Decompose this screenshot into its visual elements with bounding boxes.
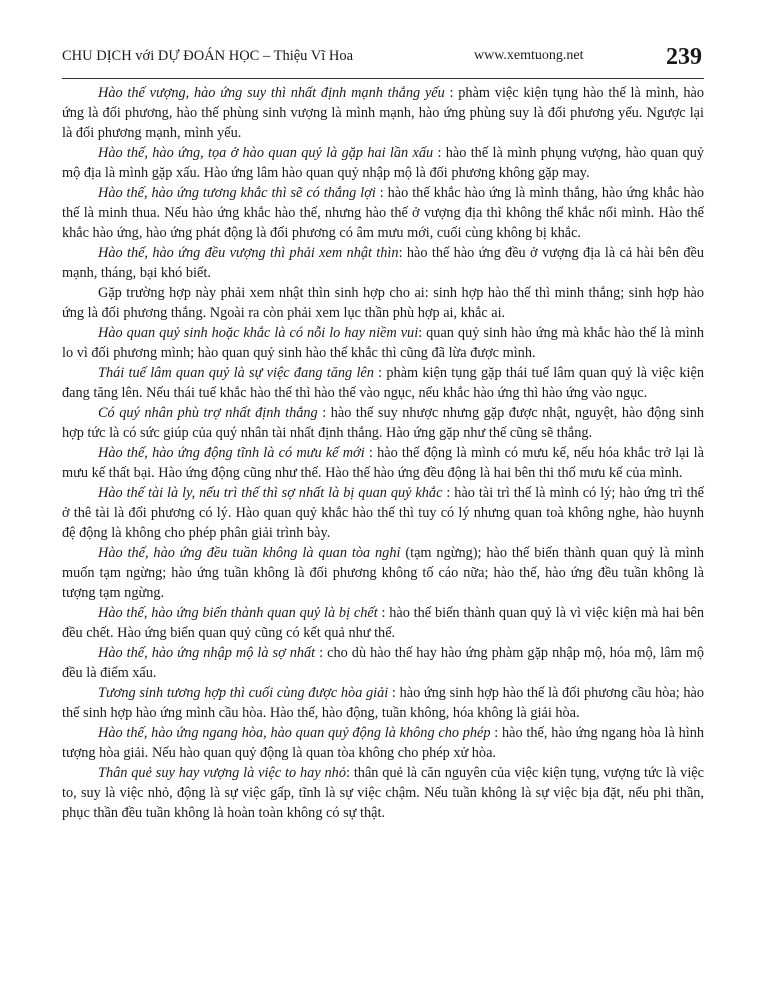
- paragraph-text: : hào tài trì thế là mình có lý; hào ứng trì thế ở thê tài là đối phương có lý. Hào quan quỷ khắc hào thế thì tuy có lý nhưng quan toà không nghe, hào huynh đệ động là không cho phép phân giải trình bày.: [62, 485, 704, 541]
- page-header: [62, 44, 704, 79]
- paragraph-title: Hào thế, hào ứng tương khắc thì sẽ có thắng lợi: [98, 185, 376, 201]
- paragraph-text: : phàm việc kiện tụng hào thế là mình, hào ứng là đối phương, hào thế phùng sinh vượng là mình mạnh, hào ứng phùng suy là đối phương yếu. Ngược lại là đối phương mạnh, mình yếu.: [62, 85, 705, 141]
- paragraph: [62, 763, 704, 823]
- page-number: 239: [666, 44, 702, 70]
- paragraph-text: : cho dù hào thế hay hào ứng phàm gặp nhập mộ, hóa mộ, lâm mộ đều là điểm xấu.: [62, 645, 704, 681]
- paragraph-title: Hào thế tài là ly, nếu trì thế thì sợ nhất là bị quan quỷ khắc: [98, 485, 443, 501]
- paragraph-title: Tương sinh tương hợp thì cuối cùng được hòa giải: [98, 685, 389, 701]
- paragraph: [62, 243, 704, 283]
- paragraph-title: Có quý nhân phù trợ nhất định thắng: [98, 405, 318, 421]
- paragraph: [62, 403, 704, 443]
- paragraph-text: : hào thế khắc hào ứng là mình thắng, hào ứng khắc hào thế là minh thua. Nếu hào ứng khắc hào thế, nhưng hào thế ở vượng địa thì không thể khắc nổi mình. Hào thế khắc hào ứng, hào ứng phát động là đối phương có âm mưu mới, cuối cùng không bị khắc.: [62, 185, 704, 241]
- paragraph-title: Hào thế, hào ứng, tọa ở hào quan quỷ là gặp hai lần xấu: [98, 145, 434, 161]
- paragraph: [62, 323, 704, 363]
- paragraph-text: : hào thế suy nhược nhưng gặp được nhật, nguyệt, hào động sinh hợp tức là có sức giúp của quý nhân tài nhất định thắng. Hào ứng gặp như thế cũng sẽ thắng.: [62, 405, 705, 441]
- paragraph: [62, 83, 704, 143]
- paragraph-title: Hào thế, hào ứng đều tuần không là quan tòa nghỉ: [98, 545, 401, 561]
- paragraph: [62, 543, 704, 603]
- paragraph: [62, 603, 704, 643]
- paragraph-title: Hào thế, hào ứng nhập mộ là sợ nhất: [98, 645, 316, 661]
- paragraph-text: : quan quỷ sinh hào ứng mà khắc hào thế là mình lo vì đối phương mình; hào quan quỷ sinh hào thế khắc thì cũng đã lừa được mình.: [62, 325, 705, 361]
- paragraph-title: Hào quan quỷ sinh hoặc khắc là có nỗi lo hay niềm vui: [98, 325, 419, 341]
- paragraph-title: Thân quẻ suy hay vượng là việc to hay nhỏ: [98, 765, 346, 781]
- paragraph-text: : hào thế là mình phụng vượng, hào quan quỷ mộ địa là mình gặp xấu. Hào ứng lâm hào quan quỷ nhập mộ là đối phương không gặp may.: [62, 145, 705, 181]
- paragraph: [62, 143, 704, 183]
- paragraph-text: : hào thế hào ứng đều ở vượng địa là cả hài bên đều mạnh, tháng, bại khó biết.: [62, 245, 705, 281]
- paragraph-text: : thân quẻ là căn nguyên của việc kiện tụng, vượng tức là việc to, suy là việc nhỏ, động là sự việc gấp, tĩnh là sự việc chậm. Nếu tuần không là sự việc bịa đặt, nếu phi thần, phục thần đều tuần không là hoàn toàn không có sự thật.: [62, 765, 704, 821]
- paragraph: [62, 683, 704, 723]
- paragraph-title: Hào thế, hào ứng đều vượng thì phải xem nhật thìn: [98, 245, 399, 261]
- paragraph-title: Thái tuế lâm quan quỷ là sự việc đang tăng lên: [98, 365, 374, 381]
- paragraph-title: Hào thế, hào ứng ngang hòa, hào quan quỷ động là không cho phép: [98, 725, 491, 741]
- paragraph: [62, 363, 704, 403]
- paragraph-title: Hào thế vượng, hào ứng suy thì nhất định mạnh thắng yếu: [98, 85, 445, 101]
- paragraph-title: Hào thế, hào ứng biến thành quan quỷ là bị chết: [98, 605, 378, 621]
- paragraph: [62, 283, 704, 323]
- paragraph-text: : hào thế động là mình có mưu kế, nếu hóa khắc trở lại là mưu kế thất bại. Hào ứng động cũng như thế. Hào thế hào ứng đều động là hai bên thi thố mưu kế của mình.: [62, 445, 704, 481]
- website-link[interactable]: www.xemtuong.net: [474, 48, 584, 63]
- paragraph: [62, 443, 704, 483]
- paragraph-text: Gặp trường hợp này phải xem nhật thìn sinh hợp cho ai: sinh hợp hào thế thì minh thắng; sinh hợp hào ứng là đối phương thắng. Ngoài ra còn phải xem lục thần phù hợp ai, khắc ai.: [62, 285, 704, 321]
- paragraph-text: : hào thế biến thành quan quỷ là vì việc kiện mà hai bên đều chết. Hào ứng biến quan quỷ cũng có kết quả như thế.: [62, 605, 704, 641]
- paragraph-text: (tạm ngừng); hào thế biến thành quan quỷ là mình muốn tạm ngừng; hào ứng tuần không là đối phương không tố cáo nữa; hào thế, hào ứng đều tuần không là tượng tạm ngừng.: [62, 545, 704, 601]
- paragraph-text: : hào ứng sinh hợp hào thế là đối phương cầu hòa; hào thế sinh hợp hào ứng mình cầu hòa. Hào thế, hào động, tuần không, hóa không là giải hòa.: [62, 685, 704, 721]
- paragraph: [62, 483, 704, 543]
- paragraph: [62, 643, 704, 683]
- paragraph-text: : phàm kiện tụng gặp thái tuế lâm quan quỷ là việc kiện đang tăng lên. Nếu thái tuế khắc hào thế thì hào thế vào ngục, nếu khắc hào ứng thì hào ứng vào ngục.: [62, 365, 704, 401]
- page-body: [62, 83, 704, 823]
- paragraph: [62, 183, 704, 243]
- paragraph: [62, 723, 704, 763]
- paragraph-text: : hào thế, hào ứng ngang hòa là hình tượng hòa giải. Nếu hào quan quỷ động là quan tòa không cho phép xử hòa.: [62, 725, 704, 761]
- book-title: CHU DỊCH với DỰ ĐOÁN HỌC – Thiệu Vĩ Hoa: [62, 48, 354, 64]
- paragraph-title: Hào thế, hào ứng động tĩnh là có mưu kế mới: [98, 445, 365, 461]
